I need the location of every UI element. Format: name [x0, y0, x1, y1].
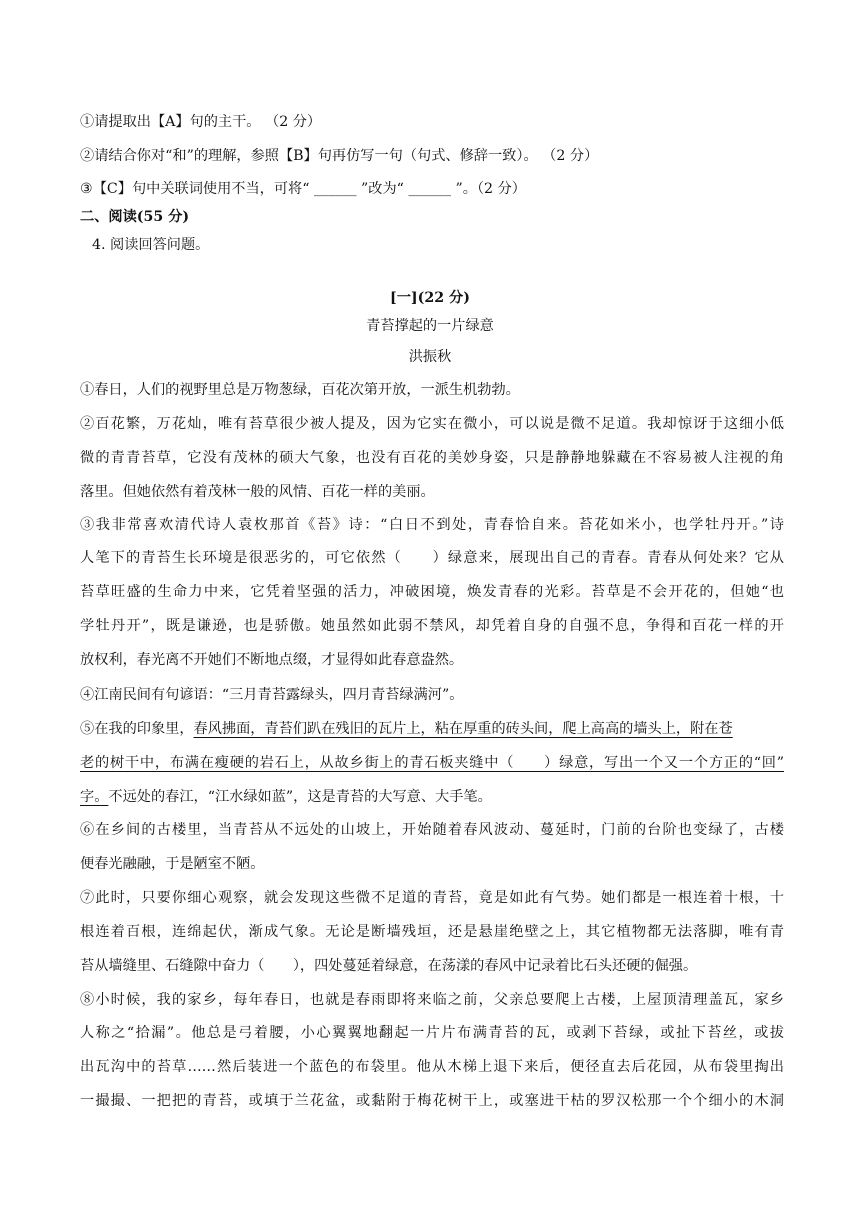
paragraph-line: ①春日，人们的视野里总是万物葱绿，百花次第开放，一派生机勃勃。 — [80, 382, 520, 398]
question-1: ①请提取出【A】句的主干。 （2 分） — [80, 114, 322, 130]
paragraph-line: 出瓦沟中的苔草……然后装进一个蓝色的布袋里。他从木梯上退下来后，便径直去后花园，从布袋里掏出 — [80, 1059, 784, 1075]
paragraph-line: 苔从墙缝里、石缝隙中奋力（ ），四处蔓延着绿意，在荡漾的春风中记录着比石头还硬的倔强。 — [80, 958, 698, 974]
paragraph-line: ⑧小时候，我的家乡，每年春日，也就是春雨即将来临之前，父亲总要爬上古楼，上屋顶清理盖瓦，家乡 — [80, 992, 784, 1008]
paragraph-line: 一撮撮、一把把的青苔，或填于兰花盆，或黏附于梅花树干上，或塞进干枯的罗汉松那一个个细小的木洞 — [80, 1093, 784, 1109]
underlined-passage: 老的树干中，布满在瘦硬的岩石上，从故乡街上的青石板夹缝中（ ）绿意，写出一个又一个方正的“回” — [80, 755, 784, 771]
paragraph-line: 放权利，春光离不开她们不断地点缀，才显得如此春意盎然。 — [80, 652, 464, 668]
article-part: [一](22 分) — [390, 290, 470, 306]
paragraph-line: 便春光融融，于是陋室不陋。 — [80, 856, 265, 872]
paragraph-line — [80, 786, 784, 808]
underlined-passage: 春风拂面，青苔们趴在残旧的瓦片上，粘在厚重的砖头间，爬上高高的墙头上，附在苍 — [193, 721, 733, 737]
paragraph-line — [80, 718, 784, 740]
question-item: 4. 阅读回答问题。 — [92, 237, 210, 253]
paragraph-tail: 不远处的春江，“江水绿如蓝”，这是青苔的大写意、大手笔。 — [108, 789, 492, 805]
paragraph-line: 人笔下的青苔生长环境是很恶劣的，可它依然（ ）绿意来，展现出自己的青春。青春从何处来？它从 — [80, 550, 784, 566]
paragraph-line: 人称之“拾漏”。他总是弓着腰，小心翼翼地翻起一片片布满青苔的瓦，或剥下苔绿，或扯下苔丝，或拔 — [80, 1025, 784, 1041]
paragraph-lead: ⑤在我的印象里， — [80, 721, 194, 737]
section-heading: 二、阅读(55 分) — [80, 209, 190, 225]
article-title: 青苔撑起的一片绿意 — [366, 318, 494, 334]
paragraph-line: ⑥在乡间的古楼里，当青苔从不远处的山坡上，开始随着春风波动、蔓延时，门前的台阶也变绿了，古楼 — [80, 822, 784, 838]
paragraph-line: 微的青青苔草，它没有茂林的硕大气象，也没有百花的美妙身姿，只是静静地躲藏在不容易被人注视的角 — [80, 450, 784, 466]
paragraph-line: 根连着百根，连绵起伏，渐成气象。无论是断墙残垣，还是悬崖绝壁之上，其它植物都无法落脚，唯有青 — [80, 924, 784, 940]
paragraph-line: ④江南民间有句谚语：“三月青苔露绿头，四月青苔绿满河”。 — [80, 687, 464, 703]
paragraph-line: 落里。但她依然有着茂林一般的风情、百花一样的美丽。 — [80, 484, 435, 500]
paragraph-line: ③我非常喜欢清代诗人袁枚那首《苔》诗：“白日不到处，青春恰自来。苔花如米小，也学牡丹开。”诗 — [80, 517, 784, 533]
paragraph-line: 苔草旺盛的生命力中来，它凭着坚强的活力，冲破困境，焕发青春的光彩。苔草是不会开花的，但她“也 — [80, 584, 784, 600]
paragraph-line: 学牡丹开”，既是谦逊，也是骄傲。她虽然如此弱不禁风，却凭着自身的自强不息，争得和百花一样的开 — [80, 618, 784, 634]
article-author: 洪振秋 — [408, 349, 452, 365]
paragraph-line: ⑦此时，只要你细心观察，就会发现这些微不足道的青苔，竟是如此有气势。她们都是一根连着十根，十 — [80, 890, 784, 906]
paragraph-line: ②百花繁，万花灿，唯有苔草很少被人提及，因为它实在微小，可以说是微不足道。我却惊讶于这细小低 — [80, 416, 784, 432]
underlined-passage: 字。 — [80, 789, 109, 805]
question-3: ③【C】句中关联词使用不当，可将“ ______ ”改为“ ______ ”。（2 分） — [80, 181, 526, 197]
question-2: ②请结合你对“和”的理解，参照【B】句再仿写一句（句式、修辞一致）。 （2 分） — [80, 148, 599, 164]
